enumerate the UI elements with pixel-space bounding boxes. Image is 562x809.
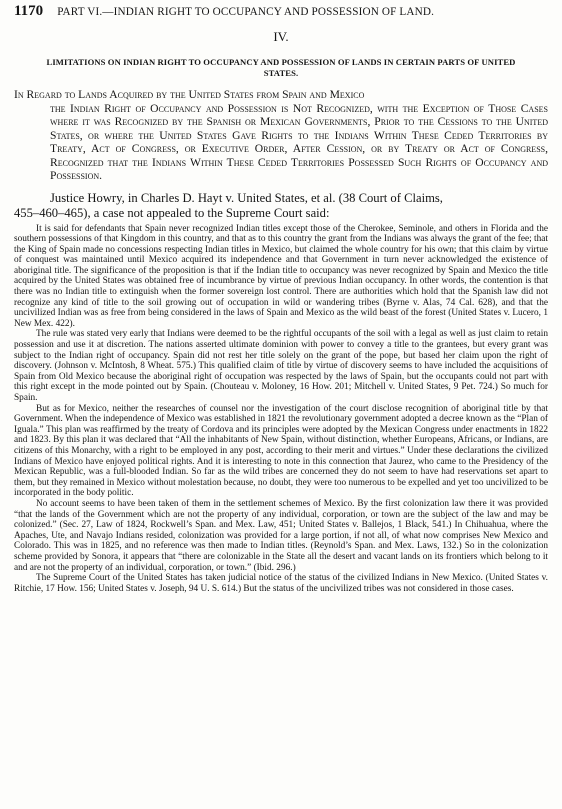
quoted-opinion — [14, 224, 548, 595]
running-title: PART VI.—INDIAN RIGHT TO OCCUPANCY AND POSSESSION OF LAND. — [57, 6, 435, 18]
opinion-paragraph: No account seems to have been taken of them in the settlement schemes of Mexico. By the first colonization law there it was provided “that the lands of the Government which are not the property of any individual, corporation, or town are the subject of the law and may be colonized.” (Sec. 27, Law of 1824, Rockwell’s Span. and Mex. Law, 451; United States v. Ballejos, 1 Black, 541.) In Chihuahua, where the Apaches, Ute, and Navajo Indians resided, colonization was provided for a large portion, if not all, of what now comprises New Mexico and Colorado. This was in 1825, and no reference was then made to Indian titles. (Reynold’s Span. and Mex. Laws, 132.) So in the colonization scheme provided by Sonora, it appears that “there are colonizable in the State all the desert and vacant lands on its frontiers which belong to it and are not the property of an individual, corporation, or town.” (Ibid. 296.) — [14, 498, 548, 573]
headnote-rest: the Indian Right of Occupancy and Possession is Not Recognized, with the Exception of Those Cases where it was Recognized by the Spanish or Mexican Governments, Prior to the Cessions to the United States, or where the United States Gave Rights to the Indians Within These Ceded Territories by Treaty, Act of Congress, or Executive Order, After Cession, or by Treaty or Act of Congress, Recognized that the Indians Within These Ceded Territories Possessed Such Rights of Occupancy and Possession. — [50, 101, 548, 182]
intro-paragraph — [14, 191, 548, 221]
section-numeral: IV. — [273, 29, 289, 44]
headnote-first-line: In Regard to Lands Acquired by the United States from Spain and Mexico — [14, 88, 365, 101]
section-title: LIMITATIONS ON INDIAN RIGHT TO OCCUPANCY AND POSSESSION OF LANDS IN CERTAIN PARTS OF UNITED STATES. — [46, 57, 516, 78]
headnote — [14, 88, 548, 183]
opinion-paragraph: The Supreme Court of the United States has taken judicial notice of the status of the civilized Indians in New Mexico. (United States v. Ritchie, 17 How. 156; United States v. Joseph, 94 U. S. 614.) But the status of the uncivilized tribes was not considered in those cases. — [14, 573, 548, 594]
opinion-paragraph: The rule was stated very early that Indians were deemed to be the rightful occupants of the soil with a legal as well as just claim to retain possession and use it at discretion. The nations asserted ultimate dominion with power to convey a title to the grantees, but every grant was subject to the Indian right of occupancy. Spain did not rest her title solely on the grant of the pope, but based her claim upon the right of discovery. (Johnson v. McIntosh, 8 Wheat. 575.) This qualified claim of title by virtue of discovery seems to have included the acquisitions of Spain from Old Mexico because the aboriginal right of occupation was respected by the laws of Spain, but the occupants could not part with this right except in the mode pointed out by Spain. (Chouteau v. Moloney, 16 How. 201; Mitchell v. United States, 9 Pet. 724.) So much for Spain. — [14, 329, 548, 403]
opinion-paragraph: It is said for defendants that Spain never recognized Indian titles except those of the Cherokee, Seminole, and others in Florida and the southern possessions of that Kingdom in this country, and that as to this country the grant from the Indians was always the grant of the fee; that the King of Spain made no concessions respecting Indian titles in Mexico, but claimed the whole country for his own; that this claim by virtue of conquest was maintained until Mexico acquired its independence and that Government in turn never acknowledged the existence of aboriginal title. The significance of the proposition is that if the Indian title to occupancy was never recognized by Spain and Mexico the title acquired by the United States was obtained free of incumbrance by virtue of previous Indian occupancy. In other words, the contention is that there was no Indian title to extinguish when the former sovereign lost control. There are authorities which hold that the Spanish law did not recognize any kind of title to the soil growing out of occupation in wild or wandering tribes (Byrne v. Alas, 74 Cal. 628), and that the uncivilized Indian was as free from being considered in the laws of Spain and Mexico as the wild beast of the forest (United States v. Lucero, 1 New Mex. 422). — [14, 223, 548, 329]
running-head — [14, 3, 548, 21]
intro-line-2: 455–460–465), a case not appealed to the Supreme Court said: — [14, 205, 330, 220]
intro-line-1: Justice Howry, in Charles D. Hayt v. United States, et al. (38 Court of Claims, — [50, 190, 443, 205]
page-number: 1170 — [14, 3, 44, 19]
opinion-paragraph: But as for Mexico, neither the researches of counsel nor the investigation of the court disclose recognition of aboriginal title by that Government. When the independence of Mexico was established in 1821 the revolutionary government adopted a decree known as the “Plan of Iguala.” This plan was reaffirmed by the treaty of Cordova and its principles were adopted by the Mexican Congress under enactments in 1822 and 1823. By this plan it was declared that “All the inhabitants of New Spain, without distinction, whether Europeans, Africans, or Indians, are citizens of this Monarchy, with a right to be employed in any post, according to their merit and virtues.” Under these declarations the civilized Indians of Mexico have enjoyed political rights. And it is interesting to note in this connection that Jaurez, who came to the Presidency of the Mexican Republic, was a full-blooded Indian. So far as the wild tribes are concerned they do not seem to have had reservations set apart to them, but they remained in Mexico without molestation because, no doubt, they were too numerous to be expelled and yet too uncivilized to be incorporated in the body politic. — [14, 403, 548, 499]
